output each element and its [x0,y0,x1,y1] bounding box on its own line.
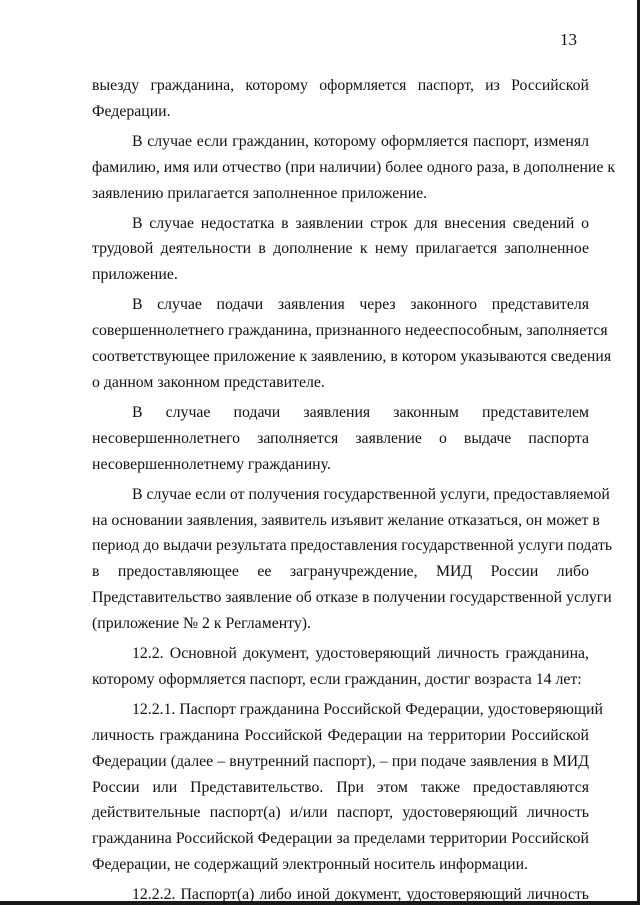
paragraph [92,482,613,637]
text-line: 12.2. Основной документ, удостоверяющий личность гражданина, [132,645,589,663]
text-line: В случае если от получения государственной услуги, предоставляемой [132,485,610,503]
text-line: В случае если гражданин, которому оформляется паспорт, изменял [132,132,589,150]
text-line: о данном законном представителе. [92,373,325,391]
text-line: 12.2.1. Паспорт гражданина Российской Федерации, удостоверяющий [132,700,603,718]
text-line: совершеннолетнего гражданина, признанного недееспособным, заполняется [92,322,608,340]
text-line: (приложение № 2 к Регламенту). [92,615,311,633]
paragraph [92,697,603,878]
text-line: России или Представительство. При этом также предоставляются [92,778,589,796]
text-line: 12.2.2. Паспорт(а) либо иной документ, удостоверяющий личность [132,886,589,904]
paragraph [92,73,589,125]
text-line: фамилию, имя или отчество (при наличии) более одного раза, в дополнение к [92,158,616,176]
text-line: Федерации. [92,102,171,120]
text-line: несовершеннолетнему гражданину. [92,455,331,473]
text-line: действительные паспорт(а) и/или паспорт, удостоверяющий личность [92,804,589,822]
paragraph [92,129,616,207]
paragraph [92,211,589,289]
text-line: выезду гражданина, которому оформляется паспорт, из Российской [92,77,589,94]
text-line: заявлению прилагается заполненное приложение. [92,184,428,202]
text-line: гражданина Российской Федерации за пределами территории Российской [92,830,589,848]
text-line: соответствующее приложение к заявлению, в котором указываются сведения [92,348,612,366]
text-line: В случае подачи заявления через законного представителя [132,296,589,314]
text-line: трудовой деятельности в дополнение к нему прилагается заполненное [92,240,589,258]
paragraph [92,292,612,396]
text-line: которому оформляется паспорт, если гражданин, достиг возраста 14 лет: [92,670,582,688]
text-line: период до выдачи результата предоставления государственной услуги подать [92,537,613,555]
text-line: Представительство заявление об отказе в получении государственной услуги [92,589,612,607]
text-line: на основании заявления, заявитель изъявит желание отказаться, он может в [92,511,600,529]
text-line: В случае подачи заявления законным представителем [132,403,589,421]
text-line: Федерации (далее – внутренний паспорт), – при подаче заявления в МИД [92,752,589,770]
page-number: 13 [560,30,577,49]
paragraph [92,641,589,693]
document-body [92,73,616,908]
text-line: в предоставляющее ее загранучреждение, МИД России либо [92,563,589,581]
text-line: приложение. [92,266,178,284]
paragraph [92,400,589,478]
paragraph [92,882,589,908]
text-line: личность гражданина Российской Федерации на территории Российской [92,726,589,744]
text-line: Федерации, не содержащий электронный носитель информации. [92,856,529,874]
text-line: несовершеннолетнего заполняется заявление о выдаче паспорта [92,429,589,447]
text-line: В случае недостатка в заявлении строк для внесения сведений о [132,214,589,232]
